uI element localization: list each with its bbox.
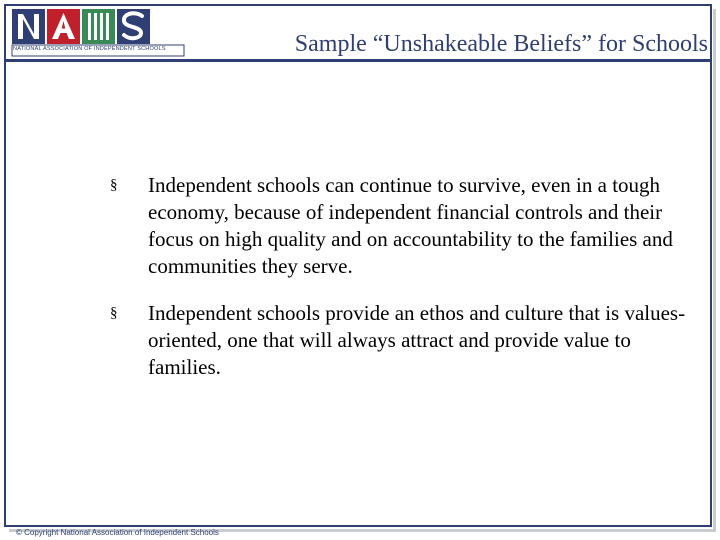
logo-letter-i [82,9,115,44]
copyright-footer: © Copyright National Association of Independent Schools [16,528,219,537]
slide-title: Sample “Unshakeable Beliefs” for Schools [294,31,708,57]
bullet-marker: § [110,305,118,321]
bullet-text: Independent schools provide an ethos and culture that is values-oriented, one that will always attract and provide value to families. [148,301,686,379]
logo-caption: NATIONAL ASSOCIATION OF INDEPENDENT SCHOOLS [13,46,166,52]
bullet-item [110,300,700,381]
nais-logo [10,8,186,60]
bullet-item [110,172,700,280]
bullet-list [110,172,700,401]
bullet-marker: § [110,177,118,193]
logo-letter-s [117,9,150,44]
logo-letter-n [12,9,45,44]
bullet-text: Independent schools can continue to survive, even in a tough economy, because of independent financial controls and their focus on high quality and on accountability to the families and communities they serve. [148,173,673,278]
logo-letter-a [47,9,80,44]
